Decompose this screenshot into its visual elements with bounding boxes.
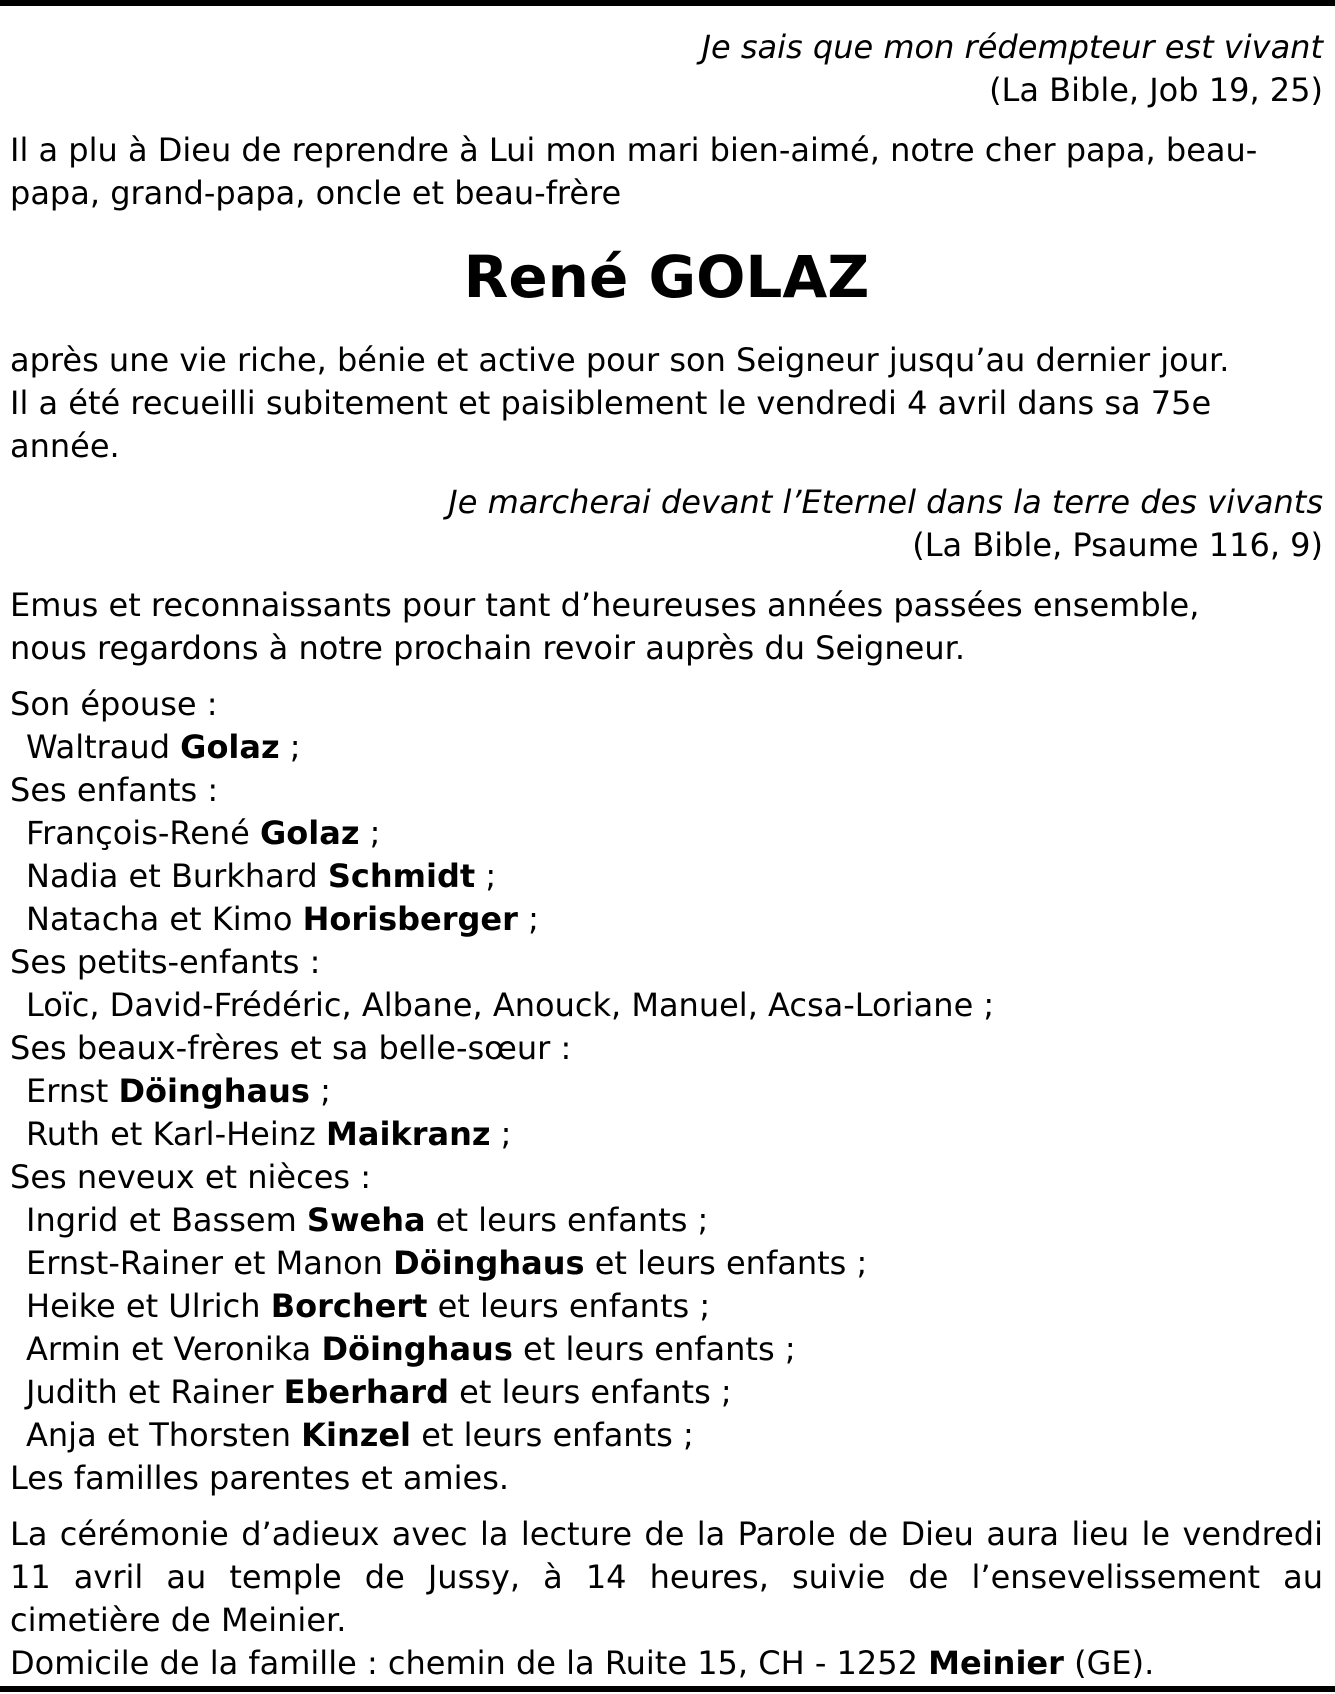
opening-quote-source: (La Bible, Job 19, 25) — [989, 71, 1323, 109]
life-line-2: Il a été recueilli subitement et paisiblement le vendredi 4 avril dans sa 75e année. — [10, 384, 1212, 465]
child-entry — [10, 898, 1323, 941]
deceased-name: René GOLAZ — [463, 243, 870, 311]
nephew-entry — [10, 1328, 1323, 1371]
nephew-entry — [10, 1285, 1323, 1328]
first-names: François-René — [26, 814, 261, 852]
opening-quote — [10, 26, 1323, 69]
surname: Golaz — [260, 814, 360, 852]
entry-suffix: et leurs enfants ; — [512, 1330, 796, 1368]
surname: Döinghaus — [118, 1072, 310, 1110]
entry-suffix: ; — [490, 1115, 512, 1153]
nephew-entry — [10, 1242, 1323, 1285]
grandchildren-entry: Loïc, David-Frédéric, Albane, Anouck, Manuel, Acsa-Loriane ; — [26, 986, 995, 1024]
entry-suffix: et leurs enfants ; — [427, 1287, 711, 1325]
obituary-notice — [10, 26, 1323, 1685]
first-names: Waltraud — [26, 728, 181, 766]
entry-suffix: et leurs enfants ; — [411, 1416, 694, 1454]
gratitude-line-2: nous regardons à notre prochain revoir auprès du Seigneur. — [10, 629, 965, 667]
spouse-entry — [10, 726, 1323, 769]
family-address — [10, 1642, 1323, 1685]
opening-quote-source-block — [10, 69, 1323, 112]
first-names: Ernst — [26, 1072, 119, 1110]
second-quote-text: Je marcherai devant l’Eternel dans la terre des vivants — [448, 483, 1323, 521]
top-border-rule — [0, 0, 1335, 6]
inlaw-entry — [10, 1113, 1323, 1156]
entry-suffix: et leurs enfants ; — [584, 1244, 868, 1282]
first-names: Nadia et Burkhard — [26, 857, 328, 895]
inlaws-label: Ses beaux-frères et sa belle-sœur : — [10, 1029, 572, 1067]
second-quote-source: (La Bible, Psaume 116, 9) — [912, 526, 1323, 564]
inlaw-entry — [10, 1070, 1323, 1113]
surname: Schmidt — [327, 857, 476, 895]
first-names: Ernst-Rainer et Manon — [26, 1244, 394, 1282]
entry-suffix: et leurs enfants ; — [448, 1373, 732, 1411]
surname: Kinzel — [301, 1416, 412, 1454]
first-names: Heike et Ulrich — [26, 1287, 271, 1325]
spouse-label: Son épouse : — [10, 685, 218, 723]
entry-suffix: ; — [309, 1072, 331, 1110]
gratitude-line-1: Emus et reconnaissants pour tant d’heureuses années passées ensemble, — [10, 586, 1200, 624]
surname: Maikranz — [326, 1115, 491, 1153]
bottom-border-rule — [0, 1686, 1335, 1692]
entry-suffix: ; — [359, 814, 381, 852]
family-closing-line: Les familles parentes et amies. — [10, 1459, 510, 1497]
address-suffix: (GE). — [1063, 1644, 1155, 1682]
surname: Döinghaus — [321, 1330, 513, 1368]
nephew-entry — [10, 1199, 1323, 1242]
entry-suffix: ; — [279, 728, 301, 766]
first-names: Ingrid et Bassem — [26, 1201, 307, 1239]
first-names: Natacha et Kimo — [26, 900, 303, 938]
surname: Horisberger — [302, 900, 518, 938]
child-entry — [10, 855, 1323, 898]
life-line-1: après une vie riche, bénie et active pour son Seigneur jusqu’au dernier jour. — [10, 341, 1230, 379]
grandchildren-label: Ses petits-enfants : — [10, 943, 321, 981]
second-quote — [10, 481, 1323, 524]
entry-suffix: et leurs enfants ; — [425, 1201, 709, 1239]
surname: Sweha — [306, 1201, 426, 1239]
address-town: Meinier — [928, 1644, 1064, 1682]
entry-suffix: ; — [475, 857, 497, 895]
family-list — [10, 683, 1323, 1500]
ceremony-block — [10, 1513, 1323, 1685]
surname: Eberhard — [283, 1373, 449, 1411]
entry-suffix: ; — [517, 900, 539, 938]
gratitude-block — [10, 584, 1323, 670]
ceremony-paragraph: La cérémonie d’adieux avec la lecture de la Parole de Dieu aura lieu le vendredi 11 avril au temple de Jussy, à 14 heures, suivie de l’ensevelissement au cimetière de Meinier. — [10, 1515, 1323, 1639]
intro-paragraph: Il a plu à Dieu de reprendre à Lui mon mari bien-aimé, notre cher papa, beau-papa, grand-papa, oncle et beau-frère — [10, 131, 1258, 212]
child-entry — [10, 812, 1323, 855]
surname: Golaz — [180, 728, 280, 766]
first-names: Armin et Veronika — [26, 1330, 322, 1368]
surname: Borchert — [270, 1287, 428, 1325]
surname: Döinghaus — [393, 1244, 585, 1282]
children-label: Ses enfants : — [10, 771, 219, 809]
nephew-entry — [10, 1371, 1323, 1414]
first-names: Ruth et Karl-Heinz — [26, 1115, 326, 1153]
address-text: Domicile de la famille : chemin de la Ruite 15, CH - 1252 — [10, 1644, 929, 1682]
nephews-label: Ses neveux et nièces : — [10, 1158, 371, 1196]
nephew-entry — [10, 1414, 1323, 1457]
second-quote-source-block — [10, 524, 1323, 567]
first-names: Judith et Rainer — [26, 1373, 284, 1411]
opening-quote-text: Je sais que mon rédempteur est vivant — [701, 28, 1323, 66]
first-names: Anja et Thorsten — [26, 1416, 302, 1454]
